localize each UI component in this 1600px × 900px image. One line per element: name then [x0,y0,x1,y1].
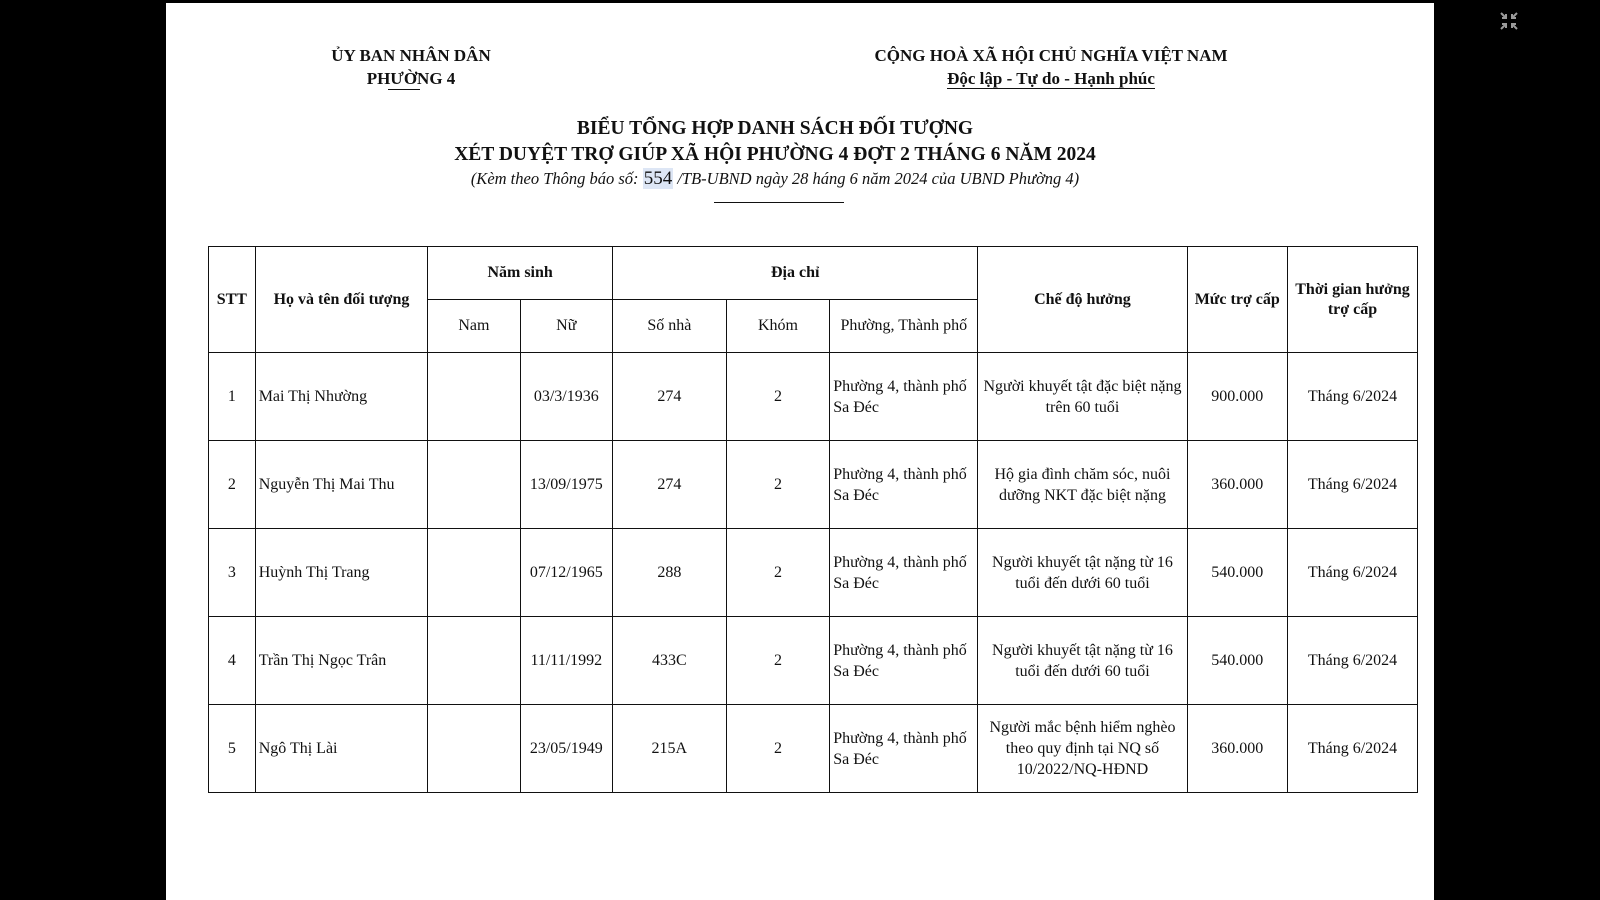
table-row [209,353,1418,441]
national-motto: Độc lập - Tự do - Hạnh phúc [947,69,1155,88]
cell-period: Tháng 6/2024 [1288,617,1418,705]
cell-house: 288 [612,529,726,617]
cell-house: 274 [612,353,726,441]
col-house: Số nhà [612,300,726,353]
col-khom: Khóm [726,300,830,353]
issuer-line2: PHƯỜNG 4 [366,69,456,88]
cell-ward: Phường 4, thành phố Sa Đéc [830,705,978,793]
cell-female: 07/12/1965 [520,529,612,617]
issuer-line1: ỦY BAN NHÂN DÂN [331,46,491,65]
table-row [209,529,1418,617]
cell-khom: 2 [726,617,830,705]
cell-house: 274 [612,441,726,529]
col-amount: Mức trợ cấp [1187,247,1287,353]
document-page [166,3,1434,900]
subtitle-prefix: (Kèm theo Thông báo số: [470,169,643,188]
cell-male [428,529,520,617]
cell-regime: Người khuyết tật nặng từ 16 tuổi đến dưới 60 tuổi [978,529,1187,617]
cell-khom: 2 [726,441,830,529]
cell-female: 13/09/1975 [520,441,612,529]
cell-period: Tháng 6/2024 [1288,529,1418,617]
col-female: Nữ [520,300,612,353]
col-stt: STT [209,247,256,353]
cell-khom: 2 [726,353,830,441]
cell-khom: 2 [726,529,830,617]
cell-name: Huỳnh Thị Trang [255,529,428,617]
cell-name: Nguyễn Thị Mai Thu [255,441,428,529]
col-ward: Phường, Thành phố [830,300,978,353]
cell-stt: 1 [209,353,256,441]
cell-amount: 900.000 [1187,353,1287,441]
exit-fullscreen-icon[interactable] [1498,10,1520,32]
national-title: CỘNG HOÀ XÃ HỘI CHỦ NGHĨA VIỆT NAM [874,46,1228,65]
cell-period: Tháng 6/2024 [1288,353,1418,441]
cell-ward: Phường 4, thành phố Sa Đéc [830,353,978,441]
cell-amount: 360.000 [1187,705,1287,793]
col-regime: Chế độ hưởng [978,247,1187,353]
cell-stt: 2 [209,441,256,529]
beneficiary-table [208,246,1418,793]
cell-name: Ngô Thị Lài [255,705,428,793]
cell-regime: Hộ gia đình chăm sóc, nuôi dưỡng NKT đặc biệt nặng [978,441,1187,529]
issuer-header [326,44,496,90]
document-title [366,116,1184,190]
header-row [209,247,1418,300]
title-subtitle [366,168,1184,190]
cell-stt: 4 [209,617,256,705]
cell-amount: 540.000 [1187,529,1287,617]
issuer-underline [388,89,420,90]
title-separator [714,202,844,203]
cell-khom: 2 [726,705,830,793]
notice-number[interactable]: 554 [643,168,673,189]
table-row [209,705,1418,793]
cell-ward: Phường 4, thành phố Sa Đéc [830,617,978,705]
cell-male [428,705,520,793]
col-male: Nam [428,300,520,353]
cell-male [428,617,520,705]
cell-male [428,441,520,529]
table-row [209,441,1418,529]
cell-regime: Người khuyết tật đặc biệt nặng trên 60 tuổi [978,353,1187,441]
col-name: Họ và tên đối tượng [255,247,428,353]
col-address: Địa chỉ [612,247,977,300]
cell-name: Mai Thị Nhường [255,353,428,441]
national-header [866,44,1236,90]
title-line1: BIỂU TỔNG HỢP DANH SÁCH ĐỐI TƯỢNG [576,118,974,139]
cell-regime: Người mắc bệnh hiểm nghèo theo quy định tại NQ số 10/2022/NQ-HĐND [978,705,1187,793]
cell-stt: 5 [209,705,256,793]
cell-amount: 360.000 [1187,441,1287,529]
cell-regime: Người khuyết tật nặng từ 16 tuổi đến dưới 60 tuổi [978,617,1187,705]
cell-female: 03/3/1936 [520,353,612,441]
subtitle-suffix: /TB-UBND ngày 28 háng 6 năm 2024 của UBND Phường 4) [673,169,1080,188]
cell-amount: 540.000 [1187,617,1287,705]
table-row [209,617,1418,705]
cell-period: Tháng 6/2024 [1288,705,1418,793]
cell-name: Trần Thị Ngọc Trân [255,617,428,705]
cell-ward: Phường 4, thành phố Sa Đéc [830,441,978,529]
title-line2: XÉT DUYỆT TRỢ GIÚP XÃ HỘI PHƯỜNG 4 ĐỢT 2 THÁNG 6 NĂM 2024 [454,144,1096,165]
cell-house: 215A [612,705,726,793]
cell-female: 23/05/1949 [520,705,612,793]
cell-stt: 3 [209,529,256,617]
cell-ward: Phường 4, thành phố Sa Đéc [830,529,978,617]
col-birth: Năm sinh [428,247,613,300]
col-period: Thời gian hưởng trợ cấp [1288,247,1418,353]
cell-male [428,353,520,441]
cell-female: 11/11/1992 [520,617,612,705]
cell-house: 433C [612,617,726,705]
cell-period: Tháng 6/2024 [1288,441,1418,529]
